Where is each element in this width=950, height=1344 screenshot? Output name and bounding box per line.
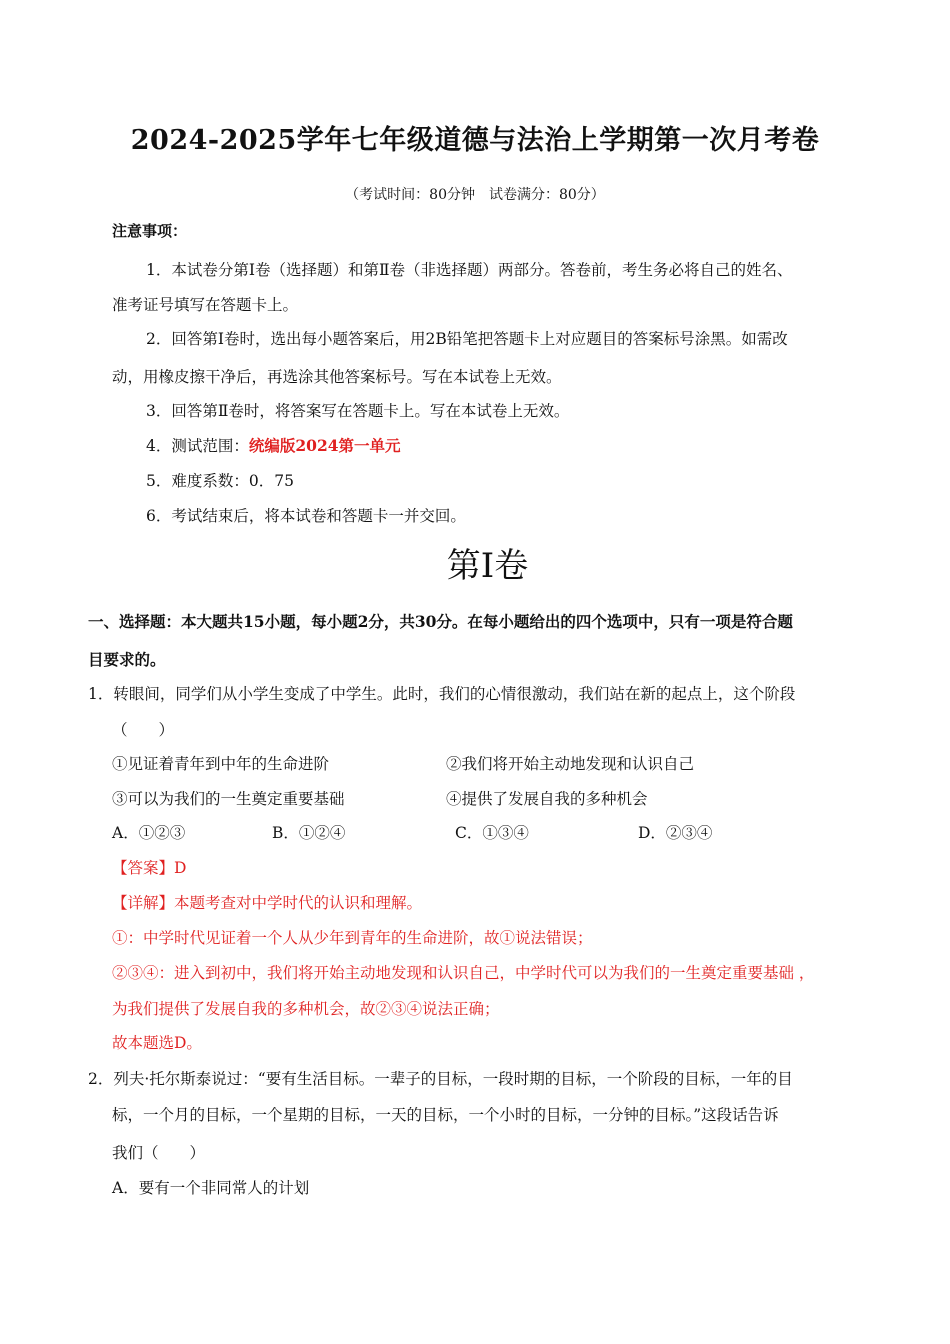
- q1-detail-line-2: ①：中学时代见证着一个人从少年到青年的生命进阶，故①说法错误；: [112, 929, 593, 947]
- notice-item-3: 3．回答第Ⅱ卷时，将答案写在答题卡上。写在本试卷上无效。: [146, 402, 570, 420]
- q1-detail-line-4: 为我们提供了发展自我的多种机会，故②③④说法正确；: [112, 1000, 500, 1018]
- notice-item-2-line-1: 2．回答第Ⅰ卷时，选出每小题答案后，用2B铅笔把答题卡上对应题目的答案标号涂黑。如需改: [146, 330, 788, 348]
- q1-detail-line-5: 故本题选D。: [112, 1034, 202, 1052]
- q2-choice-a: A．要有一个非同常人的计划: [112, 1179, 310, 1197]
- test-scope-value: 统编版2024第一单元: [248, 436, 401, 455]
- q1-detail-line-3: ②③④：进入到初中，我们将开始主动地发现和认识自己，中学时代可以为我们的一生奠定重要基础 ，: [112, 964, 815, 982]
- q1-choice-d: D．②③④: [638, 824, 713, 842]
- notice-heading: 注意事项：: [112, 222, 188, 240]
- q1-choice-b: B．①②④: [272, 824, 346, 842]
- q1-option-4: ④提供了发展自我的多种机会: [446, 790, 648, 808]
- notice-item-5: 5．难度系数：0．75: [146, 472, 294, 490]
- q2-stem-line-3: 我们（ ）: [112, 1144, 206, 1162]
- q1-stem-line-2: （ ）: [112, 721, 175, 739]
- q1-option-3: ③可以为我们的一生奠定重要基础: [112, 790, 345, 808]
- notice-item-1-line-1: 1．本试卷分第Ⅰ卷（选择题）和第Ⅱ卷（非选择题）两部分。答卷前，考生务必将自己的姓名、: [146, 261, 793, 279]
- notice-item-4-prefix: 4．测试范围：: [146, 437, 249, 455]
- q1-option-1: ①见证着青年到中年的生命进阶: [112, 755, 330, 773]
- q1-option-2: ②我们将开始主动地发现和认识自己: [446, 755, 695, 773]
- q1-answer: 【答案】D: [112, 859, 187, 877]
- part1-instructions-line-2: 目要求的。: [88, 650, 166, 669]
- notice-item-6: 6．考试结束后，将本试卷和答题卡一并交回。: [146, 507, 466, 525]
- exam-title: 2024-2025学年七年级道德与法治上学期第一次月考卷: [130, 125, 820, 156]
- section-title: 第Ⅰ卷: [446, 546, 529, 586]
- exam-subtitle: （考试时间：80分钟 试卷满分：80分）: [345, 187, 605, 203]
- notice-item-4: [146, 434, 401, 456]
- q2-stem-line-2: 标，一个月的目标，一个星期的目标，一天的目标，一个小时的目标，一分钟的目标。”这段话告诉: [112, 1106, 779, 1124]
- q2-stem-line-1: 2．列夫·托尔斯泰说过：“要有生活目标。一辈子的目标，一段时期的目标，一个阶段的目标，一年的目: [88, 1070, 793, 1088]
- notice-item-1-line-2: 准考证号填写在答题卡上。: [112, 296, 299, 314]
- notice-item-2-line-2: 动，用橡皮擦干净后，再选涂其他答案标号。写在本试卷上无效。: [112, 368, 562, 386]
- q1-choice-c: C．①③④: [455, 824, 529, 842]
- part1-instructions-line-1: 一、选择题：本大题共15小题，每小题2分，共30分。在每小题给出的四个选项中，只有一项是符合题: [88, 612, 793, 631]
- q1-choice-a: A．①②③: [112, 824, 186, 842]
- q1-detail-line-1: 【详解】本题考查对中学时代的认识和理解。: [112, 894, 423, 912]
- q1-stem-line-1: 1．转眼间，同学们从小学生变成了中学生。此时，我们的心情很激动，我们站在新的起点上，这个阶段: [88, 685, 796, 703]
